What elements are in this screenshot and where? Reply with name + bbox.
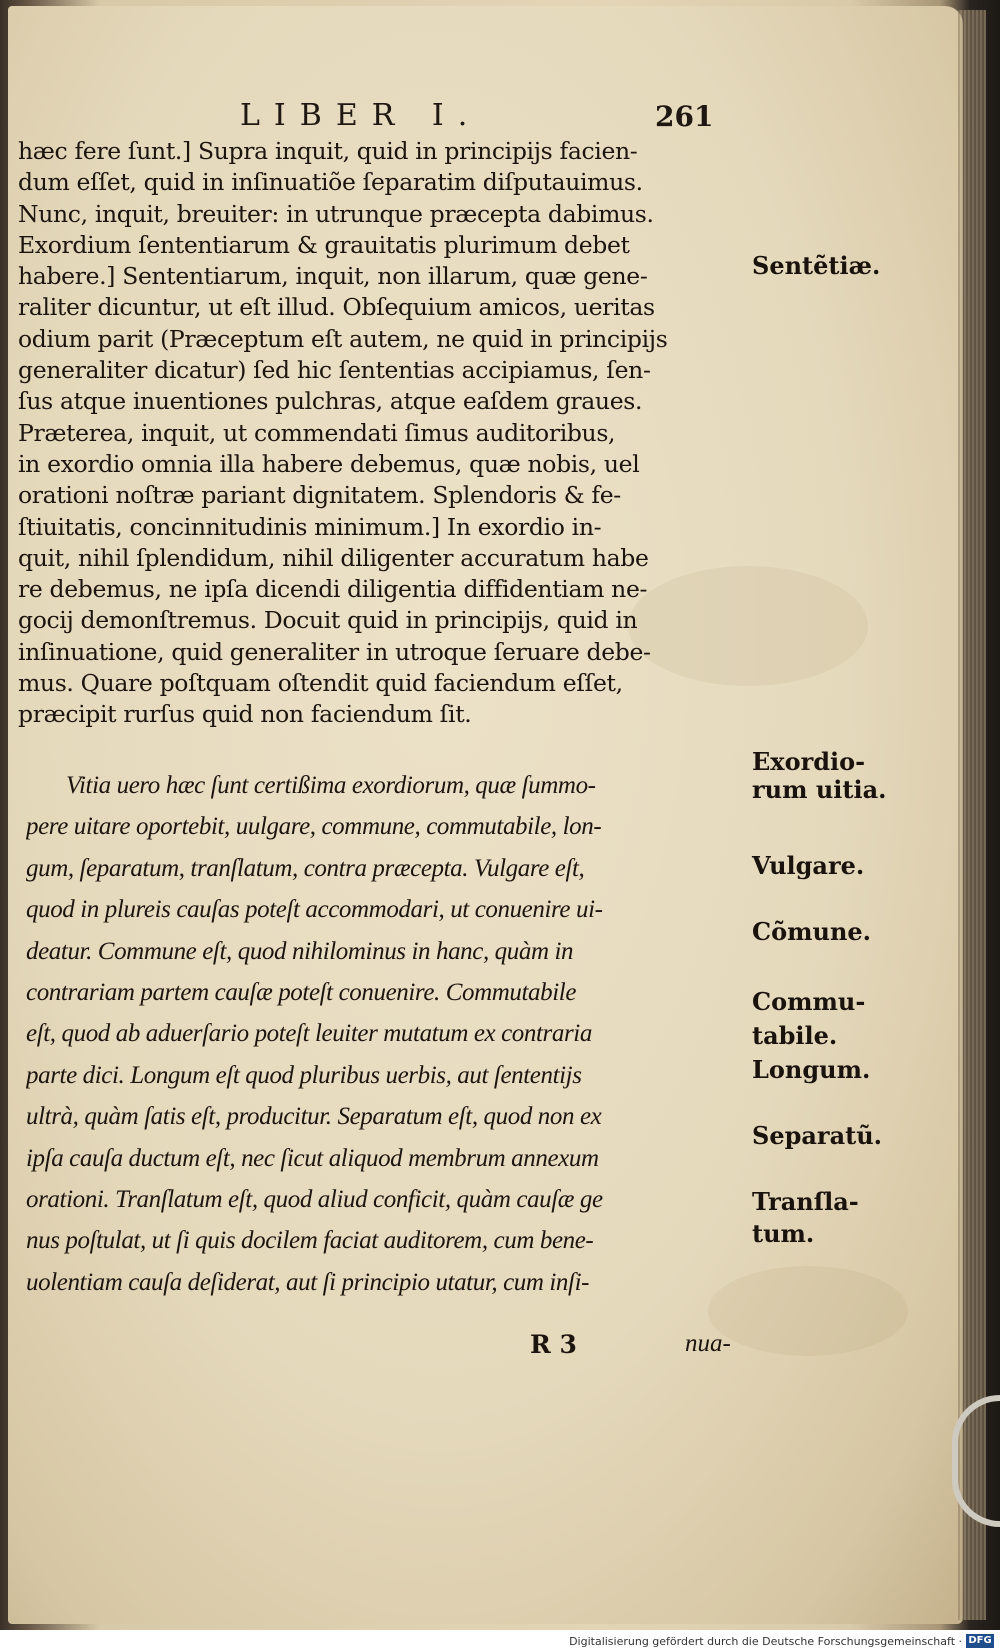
signature-mark: R 3 [530,1330,577,1359]
text-line: dum eſſet, quid in inſinuatiõe ſeparatim diſputauimus. [18,168,643,197]
running-title: LIBER I. [240,98,482,133]
text-line: gocij demonſtremus. Docuit quid in principijs, quid in [18,606,638,635]
text-line: hæc fere ſunt.] Supra inquit, quid in principijs facien- [18,137,638,165]
text-line: Exordium ſententiarum & grauitatis plurimum debet [18,230,630,259]
italic-line: parte dici. Longum eſt quod pluribus uerbis, aut ſententijs [26,1061,582,1089]
italic-line: quod in plureis cauſas poteſt accommodari, ut conuenire ui- [26,896,603,924]
margin-note-commutabile-2: tabile. [752,1021,838,1050]
italic-line: Vitia uero hæc ſunt certißima exordiorum, quæ ſummo- [66,772,596,799]
margin-note-longum: Longum. [752,1055,871,1084]
margin-note-comune: Cõmune. [752,917,872,946]
text-line: raliter dicuntur, ut eſt illud. Obſequium amicos, ueritas [18,293,655,322]
text-line: in exordio omnia illa habere debemus, quæ nobis, uel [18,449,640,478]
text-line: habere.] Sententiarum, inquit, non illarum, quæ gene- [18,262,648,291]
margin-note-exordiorum-2: rum uitia. [752,775,887,804]
text-line: Præterea, inquit, ut commendati ſimus auditoribus, [18,418,616,447]
margin-note-exordiorum-1: Exordio- [752,747,866,776]
text-line: mus. Quare poſtquam oſtendit quid faciendum eſſet, [18,669,623,698]
text-line: generaliter dicatur) ſed hic ſententias accipiamus, ſen- [18,356,651,385]
text-line: quit, nihil ſplendidum, nihil diligenter accuratum habe [18,543,649,572]
text-line: Nunc, inquit, breuiter: in utrunque præcepta dabimus. [18,199,654,228]
dfg-logo: DFG [966,1634,994,1648]
page-edge-stack [958,10,986,1620]
italic-line: deatur. Commune eſt, quod nihilominus in hanc, quàm in [26,937,574,965]
italic-line: pere uitare oportebit, uulgare, commune, commutabile, lon- [26,813,602,841]
italic-line: gum, ſeparatum, tranſlatum, contra præcepta. Vulgare eſt, [26,854,585,882]
folio-number: 261 [655,100,714,133]
text-line: ſus atque inuentiones pulchras, atque eaſdem graues. [18,387,643,416]
italic-line: orationi. Tranſlatum eſt, quod aliud conficit, quàm cauſæ ge [26,1186,603,1214]
text-line: odium parit (Præceptum eſt autem, ne quid in principijs [18,324,668,353]
italic-line: eſt, quod ab aduerſario poteſt leuiter mutatum ex contraria [26,1020,592,1048]
italic-line: uolentiam cauſa deſiderat, aut ſi principio utatur, cum inſi- [26,1268,590,1296]
text-line: orationi noſtræ pariant dignitatem. Splendoris & fe- [18,481,621,510]
margin-note-translatum-2: tum. [752,1219,815,1248]
italic-line: nus poſtulat, ut ſi quis docilem faciat auditorem, cum bene- [26,1227,594,1255]
margin-note-translatum-1: Tranſla- [752,1187,859,1216]
text-line: præcipit rurſus quid non faciendum ſit. [18,700,472,729]
roman-text-block [18,136,728,731]
text-line: inſinuatione, quid generaliter in utroque ſeruare debe- [18,637,651,666]
italic-line: contrariam partem cauſæ poteſt conuenire. Commutabile [26,979,577,1007]
margin-note-commutabile-1: Commu- [752,987,866,1016]
margin-note-vulgare: Vulgare. [752,851,865,880]
margin-note-sententiae: Sentẽtiæ. [752,251,881,280]
footer-credit: Digitalisierung gefördert durch die Deutsche Forschungsgemeinschaft · [569,1635,962,1648]
italic-line: ipſa cauſa ductum eſt, nec ſicut aliquod membrum annexum [26,1144,599,1172]
catchword: nua- [685,1330,731,1357]
italic-line: ultrà, quàm ſatis eſt, producitur. Separatum eſt, quod non ex [26,1103,602,1131]
text-line: re debemus, ne ipſa dicendi diligentia diffidentiam ne- [18,575,648,604]
italic-text-block [26,765,744,1303]
text-line: ſtiuitatis, concinnitudinis minimum.] In exordio in- [18,512,602,541]
margin-note-separatum: Separatũ. [752,1121,883,1150]
